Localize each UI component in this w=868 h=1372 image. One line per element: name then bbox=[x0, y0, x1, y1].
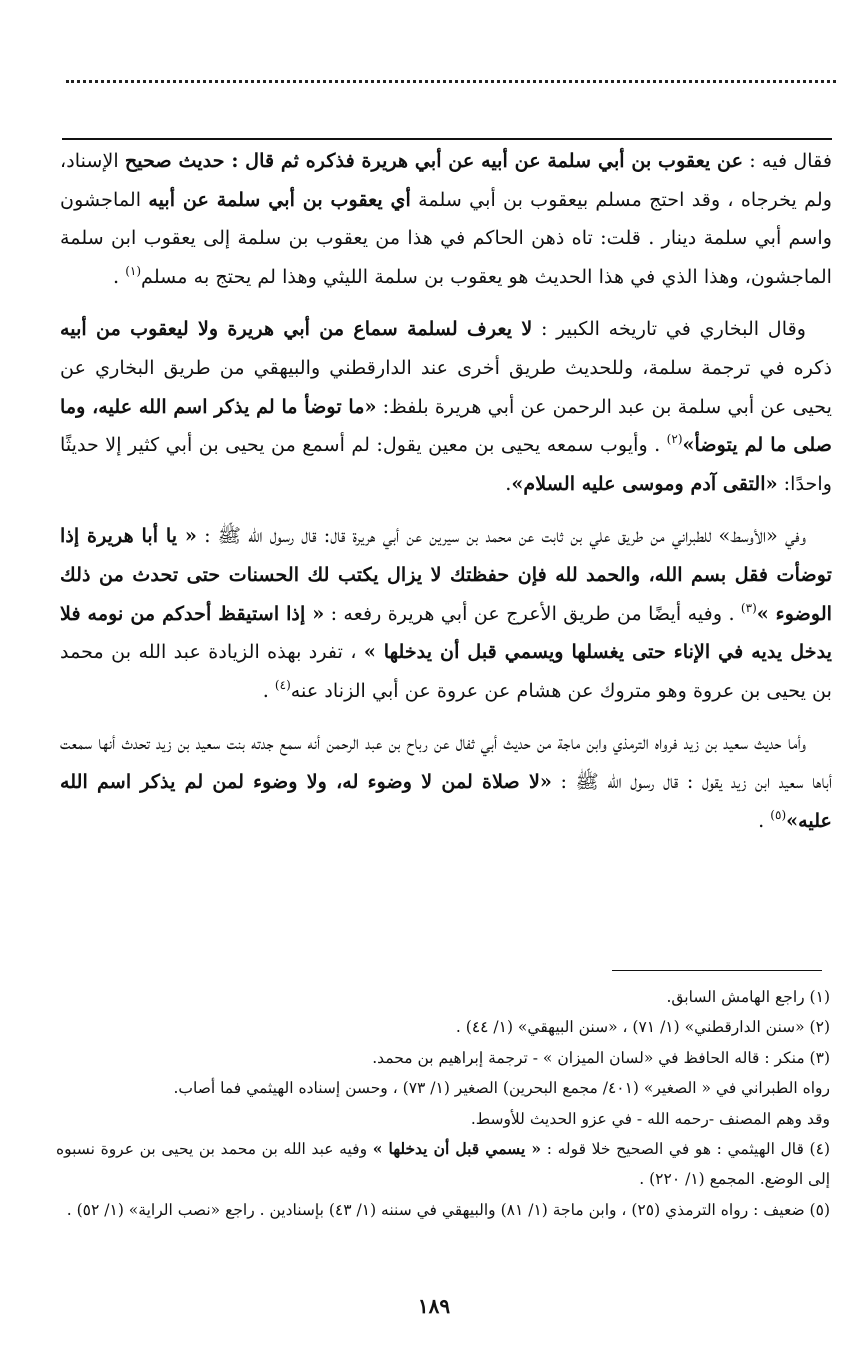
text-run: ذكره في ترجمة سلمة، وللحديث طريق أخرى عند الدارقطني والبيهقي من طريق البخاري عن يحيى عن أبي سلمة بن عبد الرحمن عن أبي هريرة بلفظ: bbox=[60, 355, 832, 418]
paragraph bbox=[60, 310, 832, 503]
paragraph bbox=[60, 517, 832, 710]
text-run: . وفيه أيضًا من طريق الأعرج عن أبي هريرة رفعه : bbox=[324, 601, 741, 625]
footnote-ref: (٤) bbox=[274, 677, 291, 692]
text-run: ، تفرد بهذه الزيادة عبد الله بن محمد بن يحيى بن عروة وهو متروك عن هشام عن عروة عن أبي الزناد عنه bbox=[60, 640, 832, 702]
text-run: الماجشون واسم أبي سلمة دينار . قلت: تاه ذهن الحاكم في هذا من يعقوب بن سلمة إلى يعقوب ابن سلمة الماجشون، وهذا الذي في هذا الحديث هو يعقوب بن سلمة الليثي وهذا لم يحتج به مسلم bbox=[60, 187, 832, 288]
footnote-separator bbox=[612, 970, 822, 971]
footnote bbox=[56, 1195, 830, 1225]
emphasized-text: عن يعقوب بن أبي سلمة عن أبيه عن أبي هريرة فذكره ثم قال : حديث صحيح bbox=[124, 149, 744, 172]
footnote bbox=[56, 1073, 830, 1103]
header-dotted-line bbox=[66, 80, 836, 83]
page-number: ١٨٩ bbox=[417, 1294, 451, 1318]
text-run: . bbox=[262, 678, 275, 702]
main-text bbox=[60, 142, 832, 854]
footnote-ref: (١) bbox=[125, 263, 142, 278]
emphasized-text: « يا أبا هريرة إذا توضأت فقل بسم الله، والحمد لله فإن حفظتك لا يزال يكتب لك الحسنات حتى تحدث من ذلك الوضوء » bbox=[60, 524, 832, 625]
top-rule bbox=[62, 138, 832, 140]
text-run: الإسناد، ولم يخرجاه ، وقد احتج مسلم بيعقوب بن أبي سلمة bbox=[60, 149, 832, 211]
text-run: فقال فيه : bbox=[743, 149, 832, 172]
emphasized-text: «لا صلاة لمن لا وضوء له، ولا وضوء لمن لم يذكر اسم الله عليه» bbox=[60, 769, 832, 832]
emphasized-text: « إذا استيقظ أحدكم من نومه فلا يدخل يديه في الإناء حتى يغسلها ويسمي قبل أن يدخلها » bbox=[60, 601, 832, 664]
text-run: رواه الطبراني في « الصغير» (٤٠١/ مجمع البحرين) الصغير (١/ ٧٣) ، وحسن إسناده الهيثمي فما أصاب. bbox=[173, 1079, 830, 1098]
paragraph bbox=[60, 142, 832, 296]
footnote bbox=[56, 1134, 830, 1195]
footnotes bbox=[56, 982, 830, 1225]
text-run: (٣) منكر : قاله الحافظ في «لسان الميزان » - ترجمة إبراهيم بن محمد. bbox=[372, 1048, 830, 1067]
footnote-ref: (٢) bbox=[666, 432, 683, 447]
footnote bbox=[56, 982, 830, 1012]
text-run: وقال البخاري في تاريخه الكبير : bbox=[532, 317, 807, 341]
text-run: . bbox=[505, 471, 512, 495]
text-run: . bbox=[113, 264, 126, 288]
text-run: وقد وهم المصنف -رحمه الله - في عزو الحديث للأوسط. bbox=[470, 1109, 830, 1128]
text-run: (٥) ضعيف : رواه الترمذي (٢٥) ، وابن ماجة (١/ ٨١) والبيهقي في سننه (١/ ٤٣) بإسنادين . راجع «نصب الراية» (١/ ٥٢) . bbox=[66, 1200, 830, 1219]
text-run: وفيه عبد الله بن محمد بن يحيى بن عروة نسبوه إلى الوضع. المجمع (١/ ٢٢٠) . bbox=[56, 1140, 830, 1189]
paragraph bbox=[60, 724, 832, 840]
text-run: (٤) قال الهيثمي : هو في الصحيح خلا قوله : bbox=[541, 1140, 830, 1159]
footnote bbox=[56, 1043, 830, 1073]
emphasized-text: لا يعرف لسلمة سماع من أبي هريرة ولا ليعقوب من أبيه bbox=[60, 317, 533, 341]
text-run: . وأيوب سمعه يحيى بن معين يقول: لم أسمع من يحيى بن أبي كثير إلا حديثًا واحدًا: bbox=[60, 433, 832, 495]
emphasized-text: «ما توضأ ما لم يذكر اسم الله عليه، وما صلى ما لم يتوضأ» bbox=[60, 394, 832, 457]
text-run: وفي «الأوسط» للطبراني من طريق علي بن ثابت عن محمد بن سيرين عن أبي هريرة قال: قال رسول الله ﷺ : bbox=[196, 524, 806, 548]
footnote bbox=[56, 1104, 830, 1134]
text-run: وأما حديث سعيد بن زيد فرواه الترمذي وابن ماجة من حديث أبي ثفال عن رباح بن عبد الرحمن أنه سمع جدته بنت سعيد بن زيد تحدث أنها سمعت أباها سعيد ابن زيد يقول : قال رسول الله ﷺ : bbox=[60, 731, 833, 793]
text-run: (١) راجع الهامش السابق. bbox=[666, 988, 830, 1006]
emphasized-text: أي يعقوب بن أبي سلمة عن أبيه bbox=[148, 187, 411, 211]
emphasized-text: «التقى آدم وموسى عليه السلام» bbox=[511, 471, 778, 495]
text-run: (٢) «سنن الدارقطني» (١/ ٧١) ، «سنن البيهقي» (١/ ٤٤) . bbox=[455, 1018, 830, 1037]
footnote-ref: (٥) bbox=[770, 807, 787, 822]
footnote-ref: (٣) bbox=[740, 600, 757, 615]
emphasized-text: « يسمي قبل أن يدخلها » bbox=[372, 1139, 542, 1159]
text-run: . bbox=[758, 808, 771, 832]
footnote bbox=[56, 1012, 830, 1042]
